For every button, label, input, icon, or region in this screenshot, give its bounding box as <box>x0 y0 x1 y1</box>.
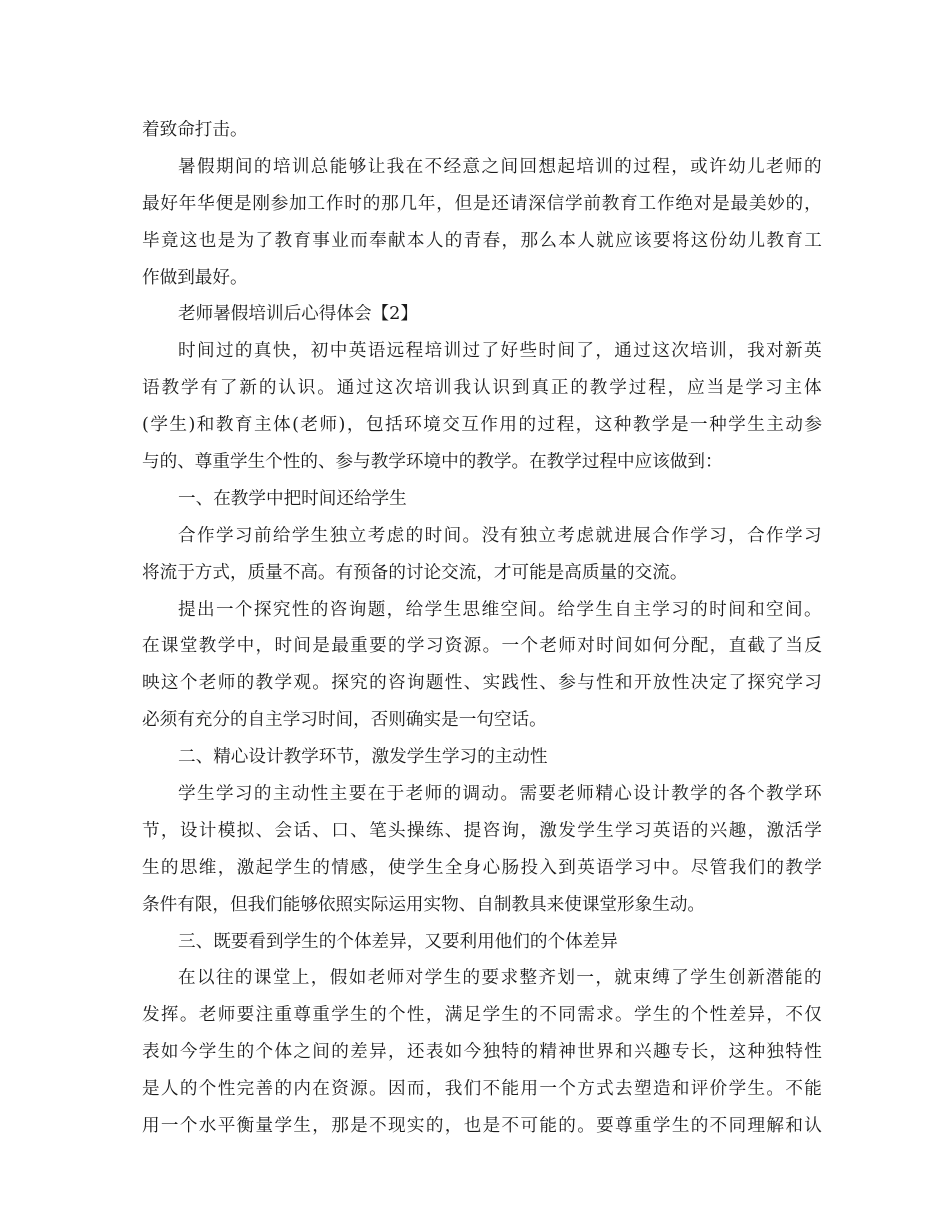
text-line <box>142 444 822 481</box>
text-line: 映 这 个 老 师 的 教 学 观 。 探 究 的 咨 询 题 性 、 实 践 性 、 参 与 性 和 开 放 性 决 定 了 探 究 学 习 <box>142 673 822 694</box>
text-line: 用 一 个 水 平 衡 量 学 生 ， 那 是 不 现 实 的 ， 也 是 不 可 能 的 。 要 尊 重 学 生 的 不 同 理 解 和 认 <box>142 1116 822 1137</box>
text-line <box>142 112 822 149</box>
text-line <box>142 702 822 739</box>
text-line: 提 出 一 个 探 究 性 的 咨 询 题 ， 给 学 生 思 维 空 间 。 给 学 生 自 主 学 习 的 时 间 和 空 间 。 <box>178 599 822 620</box>
text-line: 在 课 堂 教 学 中 ， 时 间 是 最 重 要 的 学 习 资 源 。 一 个 老 师 对 时 间 如 何 分 配 ， 直 截 了 当 反 <box>142 636 822 657</box>
text-line: 毕 竟 这 也 是 为 了 教 育 事 业 而 奉 献 本 人 的 青 春 ， 那 么 本 人 就 应 该 要 将 这 份 幼 儿 教 育 工 <box>142 230 822 251</box>
text-line: 学 生 学 习 的 主 动 性 主 要 在 于 老 师 的 调 动 。 需 要 老 师 精 心 设 计 教 学 的 各 个 教 学 环 <box>178 784 822 805</box>
text-line: 生 的 思 维 ， 激 起 学 生 的 情 感 ， 使 学 生 全 身 心 肠 投 入 到 英 语 学 习 中 。 尽 管 我 们 的 教 学 <box>142 857 822 878</box>
text-line: 时 间 过 的 真 快 ， 初 中 英 语 远 程 培 训 过 了 好 些 时 间 了 ， 通 过 这 次 培 训 ， 我 对 新 英 <box>178 341 822 362</box>
text-line-content: 三、既要看到学生的个体差异，又要利用他们的个体差异 <box>178 931 618 952</box>
document-page <box>142 112 822 1145</box>
text-line: 是 人 的 个 性 完 善 的 内 在 资 源 。 因 而 ， 我 们 不 能 用 一 个 方 式 去 塑 造 和 评 价 学 生 。 不 能 <box>142 1079 822 1100</box>
text-line: 在 以 往 的 课 堂 上 ， 假 如 老 师 对 学 生 的 要 求 整 齐 划 一 ， 就 束 缚 了 学 生 创 新 潜 能 的 <box>178 968 822 989</box>
text-line: 节 ， 设 计 模 拟 、 会 话 、 口 、 笔 头 操 练 、 提 咨 询 ， 激 发 学 生 学 习 英 语 的 兴 趣 ， 激 活 学 <box>142 820 822 841</box>
text-line <box>142 481 822 518</box>
text-line <box>142 739 822 776</box>
text-line <box>142 260 822 297</box>
text-line: 语 教 学 有 了 新 的 认 识 。 通 过 这 次 培 训 我 认 识 到 真 正 的 教 学 过 程 ， 应 当 是 学 习 主 体 <box>142 378 822 399</box>
text-line <box>142 555 822 592</box>
text-line-content: 二、精心设计教学环节，激发学生学习的主动性 <box>178 747 548 768</box>
text-line-content: 将流于方式，质量不高。有预备的讨论交流，才可能是高质量的交流。 <box>142 562 688 583</box>
text-line <box>142 924 822 961</box>
text-line: 表 如 今 学 生 的 个 体 之 间 的 差 异 ， 还 表 如 今 独 特 的 精 神 世 界 和 兴 趣 专 长 ， 这 种 独 特 性 <box>142 1042 822 1063</box>
text-line: ( 学 生 ) 和 教 育 主 体 ( 老 师 ) ， 包 括 环 境 交 互 作 用 的 过 程 ， 这 种 教 学 是 一 种 学 生 主 动 参 <box>142 415 822 436</box>
text-line-content: 条件有限，但我们能够依照实际运用实物、自制教具来使课堂形象生动。 <box>142 894 706 915</box>
text-line: 发 挥 。 老 师 要 注 重 尊 重 学 生 的 个 性 ， 满 足 学 生 的 不 同 需 求 。 学 生 的 个 性 差 异 ， 不 仅 <box>142 1005 822 1026</box>
text-line <box>142 887 822 924</box>
text-line-content: 着致命打击。 <box>142 120 248 140</box>
text-line: 最 好 年 华 便 是 刚 参 加 工 作 时 的 那 几 年 ， 但 是 还 请 深 信 学 前 教 育 工 作 绝 对 是 最 美 妙 的 ， <box>142 193 822 214</box>
text-line: 暑 假 期 间 的 培 训 总 能 够 让 我 在 不 经 意 之 间 回 想 起 培 训 的 过 程 ， 或 许 幼 儿 老 师 的 <box>178 156 822 177</box>
text-line <box>142 296 822 333</box>
text-line-content: 老师暑假培训后心得体会【2】 <box>178 304 418 325</box>
text-line-content: 必须有充分的自主学习时间，否则确实是一句空话。 <box>142 710 547 731</box>
text-line: 合 作 学 习 前 给 学 生 独 立 考 虑 的 时 间 。 没 有 独 立 考 虑 就 进 展 合 作 学 习 ， 合 作 学 习 <box>178 525 822 546</box>
text-line-content: 作做到最好。 <box>142 267 248 288</box>
text-line-content: 与的、尊重学生个性的、参与教学环境中的教学。在教学过程中应该做到： <box>142 452 723 473</box>
text-line-content: 一、在教学中把时间还给学生 <box>178 488 407 509</box>
